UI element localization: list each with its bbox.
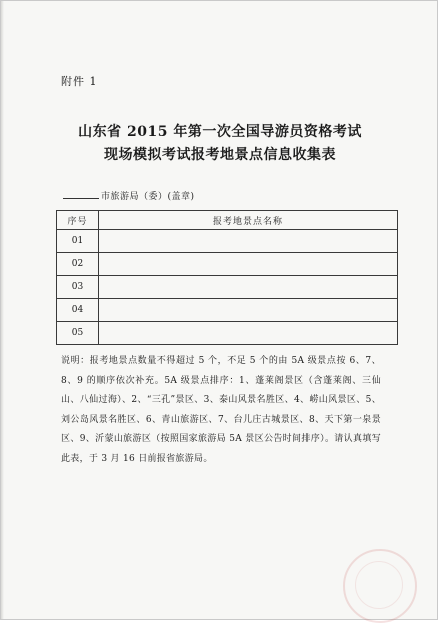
row-number: 04: [57, 299, 99, 322]
scenic-spot-name-cell[interactable]: [99, 299, 398, 322]
city-fill-blank[interactable]: [63, 198, 99, 199]
table-row: [57, 299, 398, 322]
scenic-spot-name-cell[interactable]: [99, 253, 398, 276]
row-number: 05: [57, 322, 99, 345]
seal-inner-ring: [355, 561, 403, 609]
row-number: 01: [57, 230, 99, 253]
table-header-row: [57, 211, 398, 230]
header-serial-number: 序号: [57, 211, 99, 230]
scenic-spot-name-cell[interactable]: [99, 322, 398, 345]
scenic-spot-name-cell[interactable]: [99, 276, 398, 299]
row-number: 03: [57, 276, 99, 299]
scenic-spot-name-cell[interactable]: [99, 230, 398, 253]
table-row: [57, 276, 398, 299]
page-edge: [1, 1, 4, 619]
faded-seal-stamp: [343, 549, 417, 623]
scenic-spot-table: [56, 210, 398, 345]
table-row: [57, 230, 398, 253]
table-row: [57, 322, 398, 345]
header-scenic-spot-name: 报考地景点名称: [99, 211, 398, 230]
table-row: [57, 253, 398, 276]
org-label: 市旅游局（委）(盖章): [101, 192, 195, 202]
attachment-label: 附件 1: [61, 75, 98, 88]
row-number: 02: [57, 253, 99, 276]
instructions-note: 说明：报考地景点数量不得超过 5 个，不足 5 个的由 5A 级景点按 6、7、8、9 的顺序依次补充。5A 级景点排序：1、蓬莱阁景区（含蓬莱阁、三仙山、八仙过海）、2、“三孔”景区、3、泰山风景名胜区、4、崂山风景区、5、刘公岛风景名胜区、6、青山旅游区、7、台儿庄古城景区、8、天下第一泉景区、9、沂蒙山旅游区（按照国家旅游局 5A 景区公告时间排序）。请认真填写此表，于 3 月 16 日前报省旅游局。: [61, 356, 381, 464]
document-title-line-2: 现场模拟考试报考地景点信息收集表: [104, 147, 336, 163]
document-title-line-1: 山东省 2015 年第一次全国导游员资格考试: [78, 124, 362, 140]
